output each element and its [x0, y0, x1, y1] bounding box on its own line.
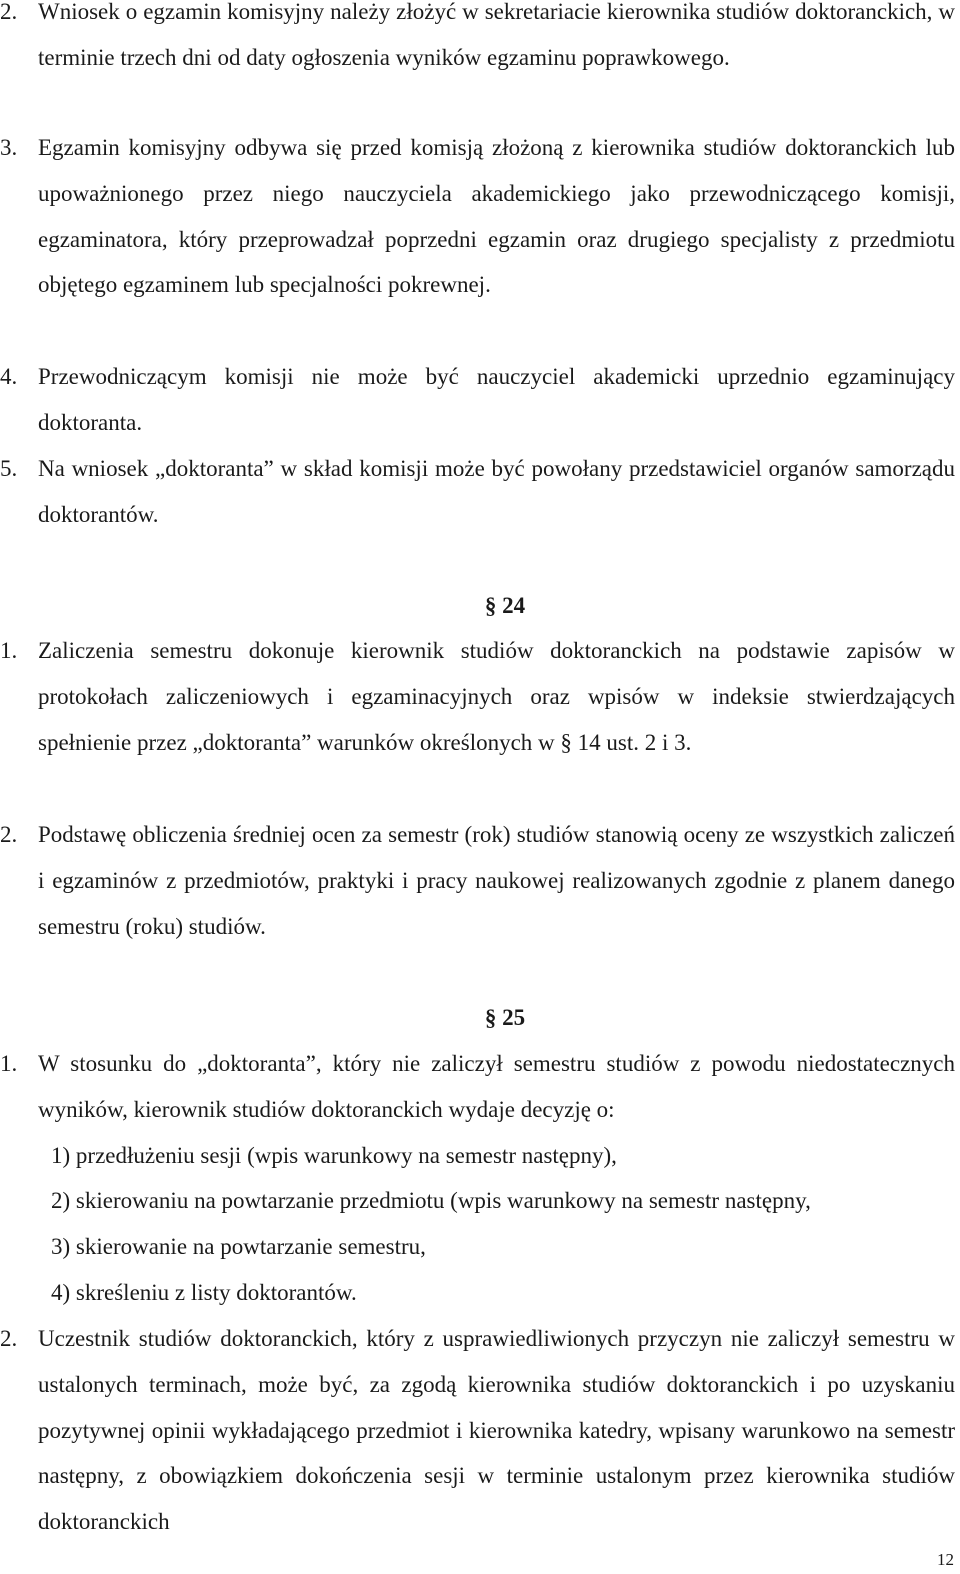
- item-text: Przewodniczącym komisji nie może być nauczyciel akademicki uprzednio egzaminujący doktoranta.: [38, 364, 955, 435]
- item-number: 1.: [0, 638, 18, 663]
- item-number: 5.: [0, 456, 18, 481]
- sub-list-item: 4) skreśleniu z listy doktorantów.: [51, 1280, 357, 1305]
- list-item: [0, 812, 955, 949]
- list-item: [0, 125, 955, 308]
- page-number: 12: [937, 1550, 954, 1569]
- item-text: W stosunku do „doktoranta”, który nie zaliczył semestru studiów z powodu niedostatecznych wyników, kierownik studiów doktoranckich wydaje decyzję o:: [38, 1051, 955, 1122]
- section-heading: § 25: [484, 1005, 526, 1030]
- item-number: 4.: [0, 364, 18, 389]
- sub-list-item: 1) przedłużeniu sesji (wpis warunkowy na semestr następny),: [51, 1143, 617, 1168]
- item-number: 2.: [0, 0, 18, 24]
- list-item: [0, 1316, 955, 1545]
- item-number: 3.: [0, 135, 18, 160]
- sub-list-item: 2) skierowaniu na powtarzanie przedmiotu (wpis warunkowy na semestr następny,: [51, 1188, 811, 1213]
- item-text: Na wniosek „doktoranta” w skład komisji może być powołany przedstawiciel organów samorządu doktorantów.: [38, 456, 955, 527]
- item-number: 2.: [0, 822, 18, 847]
- list-item: [0, 1041, 955, 1133]
- item-text: Podstawę obliczenia średniej ocen za semestr (rok) studiów stanowią oceny ze wszystkich zaliczeń i egzaminów z przedmiotów, praktyki i pracy naukowej realizowanych zgodnie z planem danego semestru (roku) studiów.: [38, 822, 955, 939]
- item-number: 2.: [0, 1326, 18, 1351]
- item-text: Wniosek o egzamin komisyjny należy złożyć w sekretariacie kierownika studiów doktoranckich, w terminie trzech dni od daty ogłoszenia wyników egzaminu poprawkowego.: [38, 0, 955, 70]
- item-text: Uczestnik studiów doktoranckich, który z usprawiedliwionych przyczyn nie zaliczył semestru w ustalonych terminach, może być, za zgodą kierownika studiów doktoranckich i po uzyskaniu pozytywnej opinii wykładającego przedmiot i kierownika katedry, wpisany warunkowo na semestr następny, z obowiązkiem dokończenia sesji w terminie ustalonym przez kierownika studiów doktoranckich: [38, 1326, 955, 1535]
- item-text: Egzamin komisyjny odbywa się przed komisją złożoną z kierownika studiów doktoranckich lub upoważnionego przez niego nauczyciela akademickiego jako przewodniczącego komisji, egzaminatora, który przeprowadzał poprzedni egzamin oraz drugiego specjalisty z przedmiotu objętego egzaminem lub specjalności pokrewnej.: [38, 135, 955, 298]
- list-item: [0, 628, 955, 765]
- item-text: Zaliczenia semestru dokonuje kierownik studiów doktoranckich na podstawie zapisów w protokołach zaliczeniowych i egzaminacyjnych oraz wpisów w indeksie stwierdzających spełnienie przez „doktoranta” warunków określonych w § 14 ust. 2 i 3.: [38, 638, 955, 755]
- sub-list-item: 3) skierowanie na powtarzanie semestru,: [51, 1234, 426, 1259]
- section-heading: § 24: [484, 593, 526, 618]
- item-number: 1.: [0, 1051, 18, 1076]
- list-item: [0, 0, 955, 81]
- list-item: [0, 446, 955, 538]
- list-item: [0, 354, 955, 446]
